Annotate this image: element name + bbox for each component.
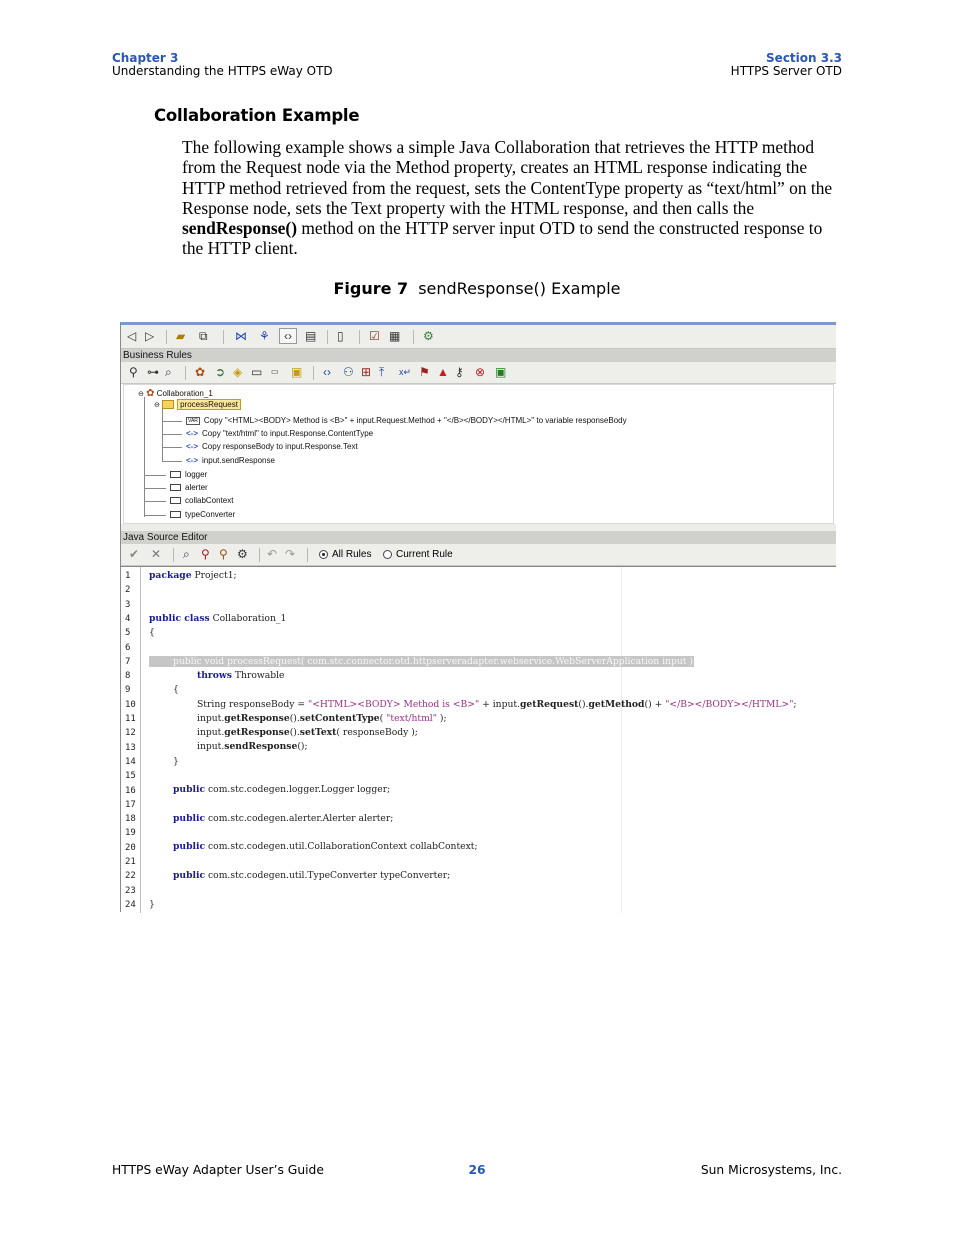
java-class-icon: ✿ xyxy=(146,388,155,399)
method-name: setContentType xyxy=(299,713,380,724)
code-line xyxy=(173,757,179,767)
code-text: Throwable xyxy=(231,670,285,681)
page-header-right xyxy=(731,52,842,78)
line-number: 23 xyxy=(125,885,136,896)
toolbar-separator xyxy=(223,330,224,344)
code-text: input. xyxy=(197,741,225,752)
paragraph-part-1: The following example shows a simple Java Collaboration that retrieves the HTTP method from the Request node via the Method property, creates an HTML response indicating the HTTP method retrieved from the request, sets the ContentType property as “text/html” on the Response node, sets the Text property with the HTML response, and then calls the xyxy=(182,137,833,218)
method-name: getResponse xyxy=(224,727,290,738)
return-icon[interactable]: ⤒ xyxy=(379,365,385,379)
line-number: 5 xyxy=(125,628,131,639)
tree-rule-label: Copy "text/html" to input.Response.ContentType xyxy=(202,429,374,438)
code-text: (). xyxy=(289,713,300,724)
close-icon[interactable]: ✕ xyxy=(151,547,162,561)
grid-icon[interactable]: ▤ xyxy=(305,329,317,343)
tree-line xyxy=(144,397,145,517)
toolbar-separator xyxy=(359,330,360,344)
code-line xyxy=(197,700,797,710)
code-text: ; xyxy=(793,699,797,710)
tree-field-label: typeConverter xyxy=(185,510,236,519)
toolbar-separator xyxy=(166,330,167,344)
toolbar-separator xyxy=(413,330,414,344)
selected-code-text: public void processRequest( com.stc.connector.otd.httpserveradapter.webservice.WebServerApplication input ) xyxy=(149,656,694,667)
line-number: 12 xyxy=(125,728,136,739)
code-line xyxy=(173,685,179,695)
copy-arrow-icon: <-> xyxy=(186,442,199,451)
tree-field[interactable] xyxy=(170,470,207,480)
catch-icon[interactable]: ⚷ xyxy=(455,365,464,379)
tree-rule-label: input.sendResponse xyxy=(202,456,275,465)
line-number: 20 xyxy=(125,842,136,853)
line-number: 15 xyxy=(125,771,136,782)
section-title: HTTPS Server OTD xyxy=(730,64,842,78)
line-number: 3 xyxy=(125,599,131,610)
tree-field-label: collabContext xyxy=(185,496,234,505)
tree-method-label: processRequest xyxy=(177,399,241,410)
line-number: 11 xyxy=(125,714,136,724)
tree-rule-label: Copy responseBody to input.Response.Text xyxy=(202,442,358,451)
section-heading: Collaboration Example xyxy=(154,106,360,125)
code-text: com.stc.codegen.util.CollaborationContext collabContext; xyxy=(205,841,478,852)
keyword: public xyxy=(173,784,206,795)
business-rules-label: Business Rules xyxy=(121,349,836,362)
validate-icon[interactable]: ☑ xyxy=(369,329,380,343)
keyword: throws xyxy=(197,670,232,681)
business-rules-toolbar xyxy=(121,362,836,384)
line-number: 13 xyxy=(125,742,136,753)
tree-field[interactable] xyxy=(170,496,233,506)
string-literal: "text/html" xyxy=(386,713,437,724)
code-line xyxy=(173,814,393,824)
stop-icon[interactable]: ⊗ xyxy=(475,365,486,379)
line-number: 19 xyxy=(125,828,136,839)
line-number: 16 xyxy=(125,785,136,796)
code-text: (). xyxy=(578,699,589,710)
keyword: public xyxy=(173,841,206,852)
find-next-icon[interactable]: ⚲ xyxy=(219,547,228,561)
code-text: ( xyxy=(379,713,387,724)
chapter-number: Chapter 3 xyxy=(112,51,179,65)
tree-rule-label: Copy "<HTML><BODY> Method is <B>" + input.Request.Method + "</B></BODY></HTML>" to variable responseBody xyxy=(203,416,627,425)
field-icon[interactable]: ▭ xyxy=(251,365,263,379)
footer-page-number: 26 xyxy=(468,1163,486,1177)
figure-label: Figure 7 xyxy=(333,279,409,298)
method-name: setText xyxy=(299,727,337,738)
variable-icon[interactable]: ▭ xyxy=(271,367,279,376)
all-rules-radio[interactable] xyxy=(319,550,328,559)
code-text: } xyxy=(173,756,179,767)
field-icon xyxy=(170,484,181,491)
page-icon[interactable]: ▯ xyxy=(337,329,344,343)
body-paragraph xyxy=(182,137,842,259)
java-source-editor-label: Java Source Editor xyxy=(121,531,836,544)
code-line xyxy=(149,571,237,581)
open-folder-icon[interactable]: ▰ xyxy=(176,329,186,343)
redo-icon[interactable]: ↷ xyxy=(285,547,296,561)
current-rule-radio[interactable] xyxy=(383,550,392,559)
run-icon[interactable]: ▣ xyxy=(495,365,507,379)
string-literal: "</B></BODY></HTML>" xyxy=(665,699,794,710)
method-name: getRequest xyxy=(520,699,579,710)
keyword: public class xyxy=(149,613,210,624)
code-text: input. xyxy=(197,713,225,724)
method-icon[interactable]: ➲ xyxy=(215,365,226,379)
code-text: Collaboration_1 xyxy=(209,613,287,624)
code-text: { xyxy=(173,684,179,695)
java-source-code[interactable] xyxy=(121,566,836,912)
tree-root-label: Collaboration_1 xyxy=(156,389,213,398)
toolbar-separator xyxy=(327,330,328,344)
line-number: 1 xyxy=(125,571,131,581)
main-toolbar xyxy=(121,325,836,349)
code-line xyxy=(197,728,418,738)
settings-icon[interactable]: ⚙ xyxy=(237,547,248,561)
code-text: (). xyxy=(289,727,300,738)
line-number: 18 xyxy=(125,814,136,825)
code-text: Project1; xyxy=(191,570,237,581)
keyword: public xyxy=(173,870,206,881)
code-text: com.stc.codegen.util.TypeConverter typeConverter; xyxy=(205,870,451,881)
code-line xyxy=(173,785,390,795)
line-number: 2 xyxy=(125,585,131,596)
toolbar-separator xyxy=(173,548,174,562)
person-icon[interactable]: ⚇ xyxy=(343,365,354,379)
code-line-selected xyxy=(149,657,803,667)
tree-node-process-request[interactable] xyxy=(154,400,241,411)
collaboration-editor-screenshot xyxy=(120,322,835,912)
comment-icon[interactable]: ▣ xyxy=(291,365,303,379)
expand-icon[interactable]: ⊖ xyxy=(138,391,144,398)
check-icon[interactable]: ✔ xyxy=(129,547,140,561)
copy-arrow-icon: <-> xyxy=(186,456,199,465)
paragraph-bold-method: sendResponse() xyxy=(182,218,297,239)
method-name: sendResponse xyxy=(224,741,298,752)
line-number: 6 xyxy=(125,642,131,653)
tree-field-label: alerter xyxy=(185,483,208,492)
toolbar-separator xyxy=(259,548,260,562)
section-number: Section 3.3 xyxy=(766,51,842,65)
tree-line xyxy=(162,447,182,448)
search-icon[interactable]: ⌕ xyxy=(165,365,172,379)
paragraph-part-2: method on the HTTP server input OTD to send the constructed response to the HTTP client. xyxy=(182,218,823,259)
undo-icon[interactable]: ↶ xyxy=(267,547,278,561)
code-text: { xyxy=(149,627,155,638)
line-number: 9 xyxy=(125,685,131,696)
line-number: 14 xyxy=(125,756,136,767)
rule-icon[interactable]: ◈ xyxy=(233,365,243,379)
class-icon[interactable]: ✿ xyxy=(195,365,206,379)
line-number: 22 xyxy=(125,871,136,882)
code-text: String responseBody = xyxy=(197,699,308,710)
code-text: () + xyxy=(644,699,666,710)
tree-line xyxy=(162,434,182,435)
line-number: 4 xyxy=(125,613,131,624)
code-line xyxy=(149,900,155,910)
tree-line xyxy=(144,475,166,476)
method-folder-icon xyxy=(162,400,174,409)
copy-arrow-icon: <-> xyxy=(186,429,199,438)
line-number: 24 xyxy=(125,899,136,910)
footer-guide-title: HTTPS eWay Adapter User’s Guide xyxy=(112,1163,324,1177)
tree-rule[interactable] xyxy=(186,416,627,426)
code-text: input. xyxy=(197,727,225,738)
key-icon[interactable]: ⊶ xyxy=(147,365,159,379)
field-icon xyxy=(170,471,181,478)
forward-arrow-icon[interactable]: ▷ xyxy=(145,329,155,343)
business-rules-tree xyxy=(123,384,834,524)
line-number: 21 xyxy=(125,857,136,867)
tree-line xyxy=(162,461,182,462)
pin-icon[interactable]: ⚲ xyxy=(129,365,138,379)
java-editor-toolbar xyxy=(121,544,836,566)
keyword: package xyxy=(149,570,192,581)
line-number: 10 xyxy=(125,699,136,710)
source-code-icon[interactable]: ‹› xyxy=(279,328,297,344)
tree-field[interactable] xyxy=(170,510,235,520)
tree-line xyxy=(162,409,163,461)
code-line xyxy=(173,871,450,881)
find-replace-icon[interactable]: ⚲ xyxy=(201,547,210,561)
if-icon[interactable]: ⊞ xyxy=(361,365,372,379)
copy-rule-icon[interactable]: ‹› xyxy=(323,365,331,379)
expand-icon[interactable]: ⊖ xyxy=(154,402,160,409)
method-name: getMethod xyxy=(588,699,645,710)
test-icon[interactable]: ▦ xyxy=(389,329,401,343)
all-rules-label: All Rules xyxy=(332,549,372,560)
code-text: ); xyxy=(436,713,447,724)
string-literal: "<HTML><BODY> Method is <B>" xyxy=(307,699,480,710)
tree-field-label: logger xyxy=(185,470,208,479)
keyword: public xyxy=(173,813,206,824)
tree-line xyxy=(162,421,182,422)
code-line xyxy=(149,628,155,638)
figure-caption xyxy=(0,279,954,298)
import-icon[interactable]: ⚙ xyxy=(423,329,434,343)
throw-icon[interactable]: ⚑ xyxy=(419,365,430,379)
code-line xyxy=(149,614,286,624)
tree-line xyxy=(144,515,166,516)
method-name: getResponse xyxy=(224,713,290,724)
line-number: 7 xyxy=(125,656,131,667)
code-text: + input. xyxy=(479,699,520,710)
code-text: com.stc.codegen.alerter.Alerter alerter; xyxy=(205,813,394,824)
tree-line xyxy=(144,488,166,489)
line-number: 8 xyxy=(125,671,131,682)
loop-icon[interactable]: x↵ xyxy=(399,367,412,377)
code-text: ( responseBody ); xyxy=(336,727,418,738)
external-window-icon[interactable]: ⧉ xyxy=(199,329,208,343)
variable-icon: VAR xyxy=(188,417,198,424)
code-text: (); xyxy=(297,741,308,752)
code-line xyxy=(197,742,308,752)
page-header-left xyxy=(112,52,333,78)
footer-company: Sun Microsystems, Inc. xyxy=(700,1163,842,1177)
tree-line xyxy=(144,501,166,502)
code-line xyxy=(173,842,478,852)
field-icon xyxy=(170,511,181,518)
tree-rule[interactable] xyxy=(186,456,275,466)
current-rule-label: Current Rule xyxy=(396,549,453,560)
field-icon xyxy=(170,497,181,504)
toolbar-separator xyxy=(307,548,308,562)
line-number: 17 xyxy=(125,799,136,810)
tree-rule[interactable] xyxy=(186,442,358,452)
find-icon[interactable]: ⌕ xyxy=(183,547,190,561)
back-arrow-icon[interactable]: ◁ xyxy=(127,329,137,343)
chapter-title: Understanding the HTTPS eWay OTD xyxy=(112,64,333,78)
right-margin-line xyxy=(621,567,622,913)
code-text: com.stc.codegen.logger.Logger logger; xyxy=(205,784,391,795)
code-line xyxy=(197,714,447,724)
warning-icon[interactable]: ▲ xyxy=(437,365,449,379)
code-text: } xyxy=(149,899,155,910)
code-line xyxy=(197,671,284,681)
toolbar-separator xyxy=(313,366,314,380)
tree-field[interactable] xyxy=(170,483,208,493)
tree-icon[interactable]: ⚘ xyxy=(259,329,270,343)
tree-rule[interactable] xyxy=(186,429,373,439)
mapper-icon[interactable]: ⋈ xyxy=(235,329,247,343)
figure-caption-text: sendResponse() Example xyxy=(418,279,621,298)
toolbar-separator xyxy=(185,366,186,380)
